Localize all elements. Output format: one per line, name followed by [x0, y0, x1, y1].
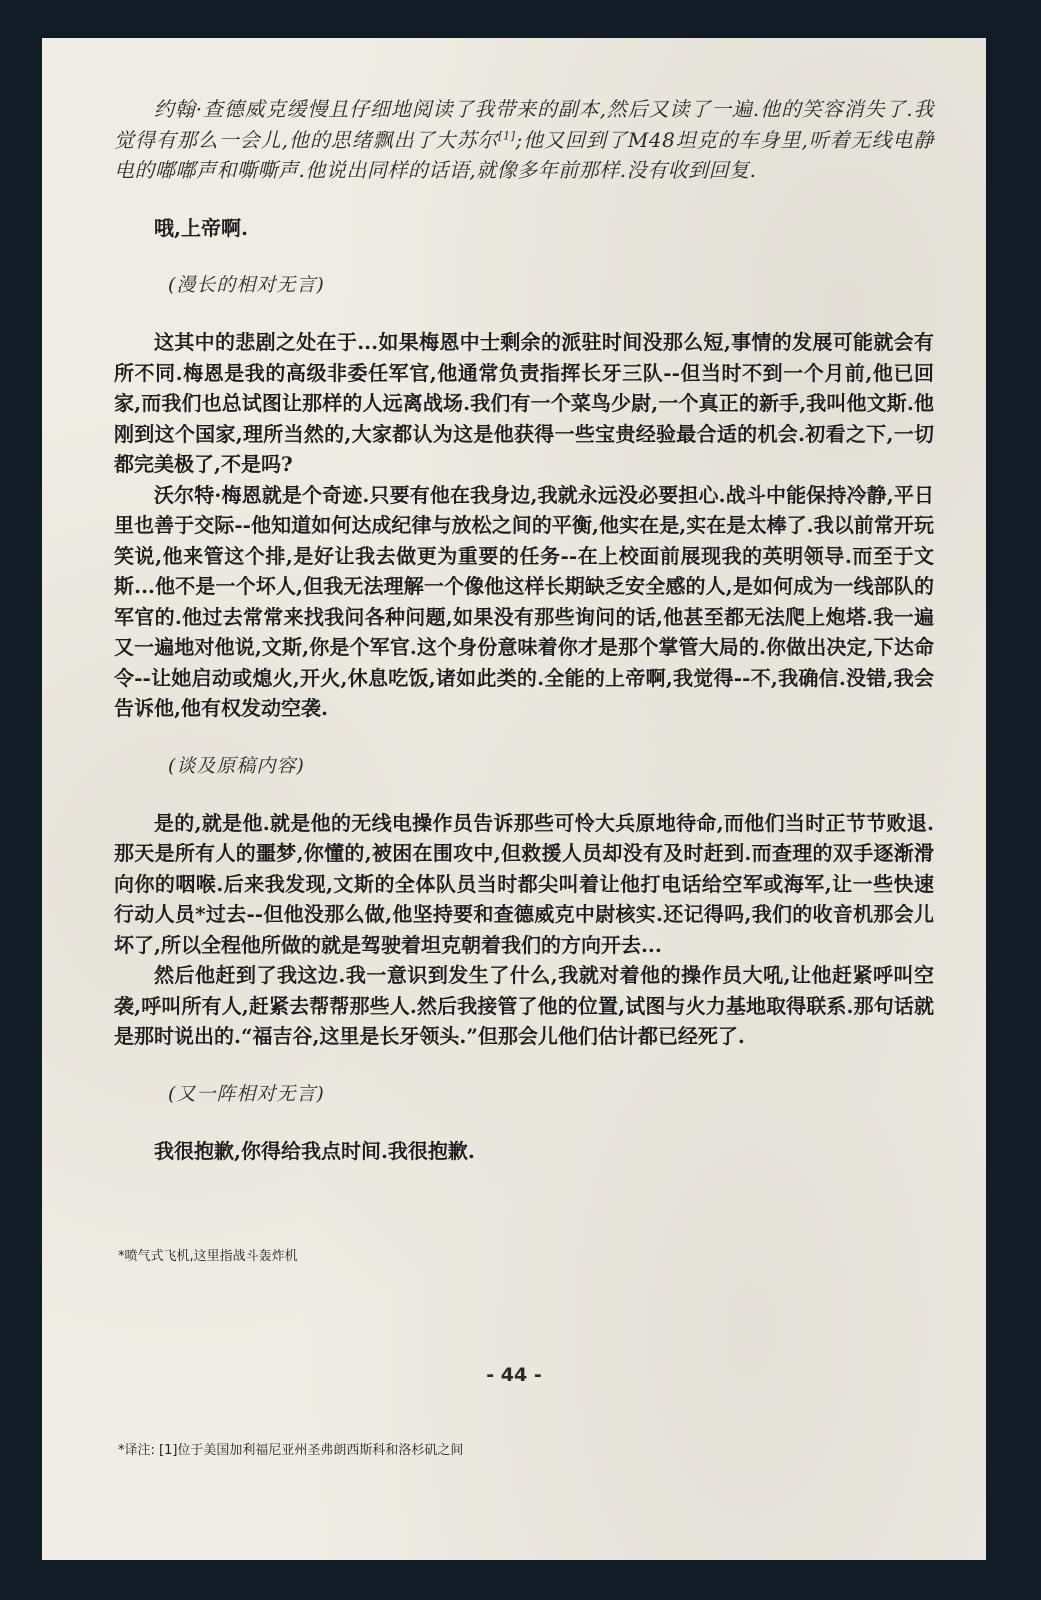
- page-number: - 44 -: [486, 1364, 542, 1386]
- footnote: *喷气式飞机,这里指战斗轰炸机: [118, 1249, 298, 1264]
- body-text: [114, 94, 934, 1166]
- translator-note: *译注: [1]位于美国加利福尼亚州圣弗朗西斯科和洛杉矶之间: [118, 1443, 464, 1458]
- paragraph-quote: 沃尔特·梅恩就是个奇迹.只要有他在我身边,我就永远没必要担心.战斗中能保持冷静,平日里也善于交际--他知道如何达成纪律与放松之间的平衡,他实在是,实在是太棒了.我以前常开玩笑说,他来管这个排,是好让我去做更为重要的任务--在上校面前展现我的英明领导.而至于文斯...他不是一个坏人,但我无法理解一个像他这样长期缺乏安全感的人,是如何成为一线部队的军官的.他过去常常来找我问各种问题,如果没有那些询问的话,他甚至都无法爬上炮塔.我一遍又一遍地对他说,文斯,你是个军官.这个身份意味着你才是那个掌管大局的.你做出决定,下达命令--让她启动或熄火,开火,休息吃饭,诸如此类的.全能的上帝啊,我觉得--不,我确信.没错,我会告诉他,他有权发动空袭.: [114, 482, 934, 720]
- paragraph-quote: 然后他赶到了我这边.我一意识到发生了什么,我就对着他的操作员大吼,让他赶紧呼叫空袭,呼叫所有人,赶紧去帮帮那些人.然后我接管了他的位置,试图与火力基地取得联系.那句话就是那时说出的.“福吉谷,这里是长牙领头.”但那会儿他们估计都已经死了.: [114, 963, 934, 1048]
- document-page: [42, 38, 986, 1560]
- paragraph-quote: 这其中的悲剧之处在于...如果梅恩中士剩余的派驻时间没那么短,事情的发展可能就会有所不同.梅恩是我的高级非委任军官,他通常负责指挥长牙三队--但当时不到一个月前,他已回家,而我们也总试图让那样的人远离战场.我们有一个菜鸟少尉,一个真正的新手,我叫他文斯.他刚到这个国家,理所当然的,大家都认为这是他获得一些宝贵经验最合适的机会.初看之下,一切都完美极了,不是吗?: [114, 330, 934, 476]
- paragraph-quote: 哦,上帝啊.: [154, 215, 248, 240]
- footnote-marker: [1]: [498, 128, 516, 142]
- paragraph-narration: 约翰·查德威克缓慢且仔细地阅读了我带来的副本,然后又读了一遍.他的笑容消失了.我觉得有那么一会儿,他的思绪飘出了大苏尔[1];他又回到了M48坦克的车身里,听着无线电静电的嘟嘟声和嘶嘶声.他说出同样的话语,就像多年前那样.没有收到回复.: [114, 97, 934, 182]
- paragraph-quote: 我很抱歉,你得给我点时间.我很抱歉.: [154, 1138, 475, 1163]
- paragraph-quote: 是的,就是他.就是他的无线电操作员告诉那些可怜大兵原地待命,而他们当时正节节败退.那天是所有人的噩梦,你懂的,被困在围攻中,但救援人员却没有及时赶到.而查理的双手逐渐滑向你的咽喉.后来我发现,文斯的全体队员当时都尖叫着让他打电话给空军或海军,让一些快速行动人员*过去--但他没那么做,他坚持要和查德威克中尉核实.还记得吗,我们的收音机那会儿坏了,所以全程他所做的就是驾驶着坦克朝着我们的方向开去...: [114, 810, 934, 957]
- stage-direction: (又一阵相对无言): [168, 1082, 325, 1105]
- stage-direction: (谈及原稿内容): [168, 754, 305, 777]
- stage-direction: (漫长的相对无言): [168, 274, 325, 296]
